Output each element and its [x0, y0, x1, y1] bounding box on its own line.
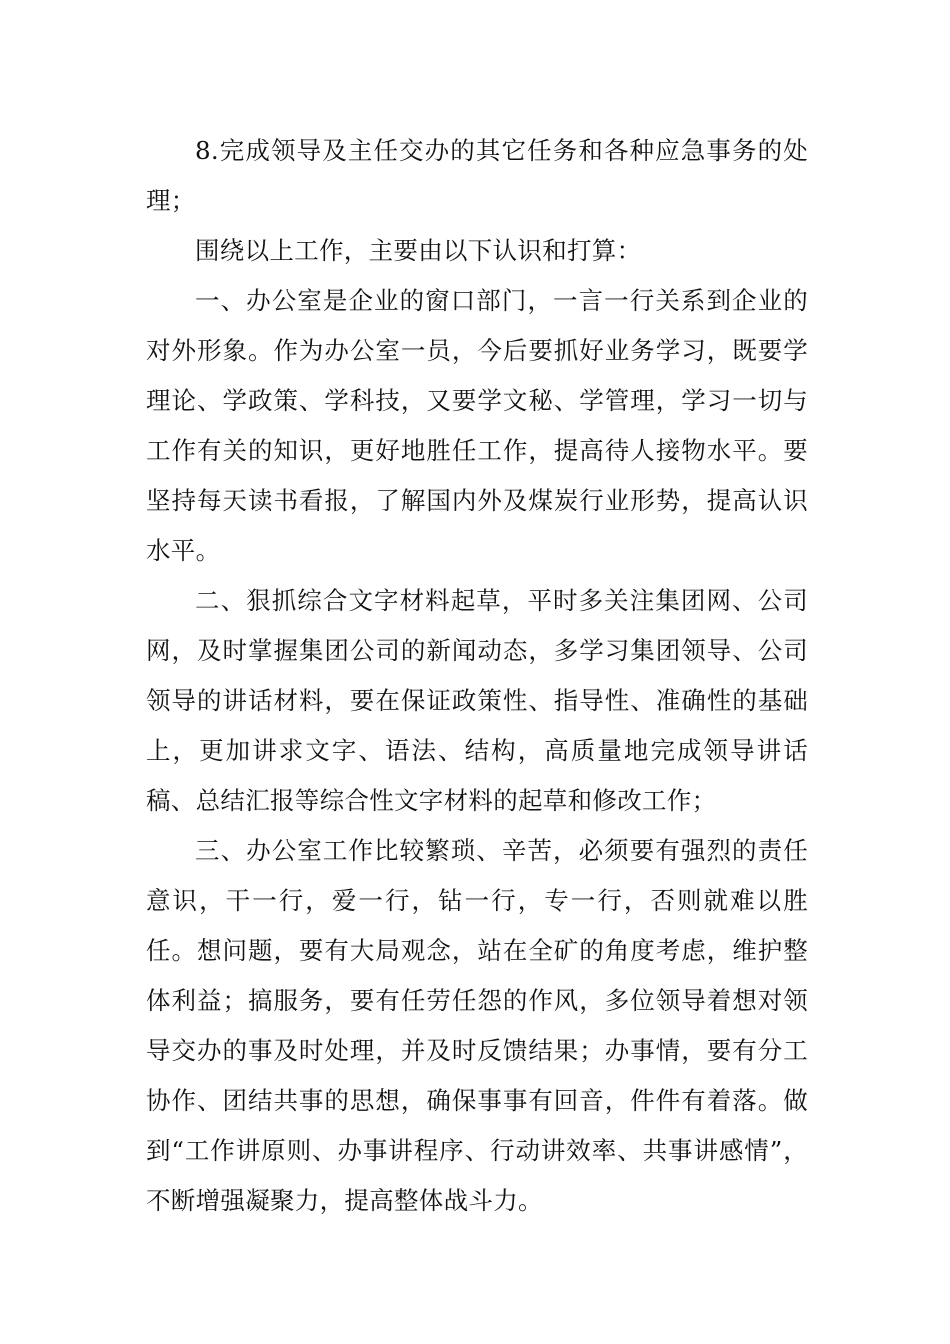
paragraph-intro: 围绕以上工作，主要由以下认识和打算： [195, 236, 642, 265]
paragraph-point-1: 一、办公室是企业的窗口部门，一言一行关系到企业的对外形象。作为办公室一员，今后要抓好业务学习，既要学理论、学政策、学科技，又要学文秘、学管理，学习一切与工作有关的知识，更好地胜任工作，提高待人接物水平。要坚持每天读书看报，了解国内外及煤炭行业形势，提高认识水平。 [146, 286, 808, 565]
document-body [146, 126, 808, 1226]
paragraph-point-3: 三、办公室工作比较繁琐、辛苦，必须要有强烈的责任意识，干一行，爱一行，钻一行，专一行，否则就难以胜任。想问题，要有大局观念，站在全矿的角度考虑，维护整体利益；搞服务，要有任劳任怨的作风，多位领导着想对领导交办的事及时处理，并及时反馈结果；办事情，要有分工协作、团结共事的思想，确保事事有回音，件件有着落。做到“工作讲原则、办事讲程序、行动讲效率、共事讲感情”，不断增强凝聚力，提高整体战斗力。 [146, 836, 808, 1215]
paragraph-point-2: 二、狠抓综合文字材料起草，平时多关注集团网、公司网，及时掌握集团公司的新闻动态，多学习集团领导、公司领导的讲话材料，要在保证政策性、指导性、准确性的基础上，更加讲求文字、语法、结构，高质量地完成领导讲话稿、总结汇报等综合性文字材料的起草和修改工作； [146, 586, 808, 815]
paragraph-task-8: 8.完成领导及主任交办的其它任务和各种应急事务的处理； [146, 136, 808, 215]
